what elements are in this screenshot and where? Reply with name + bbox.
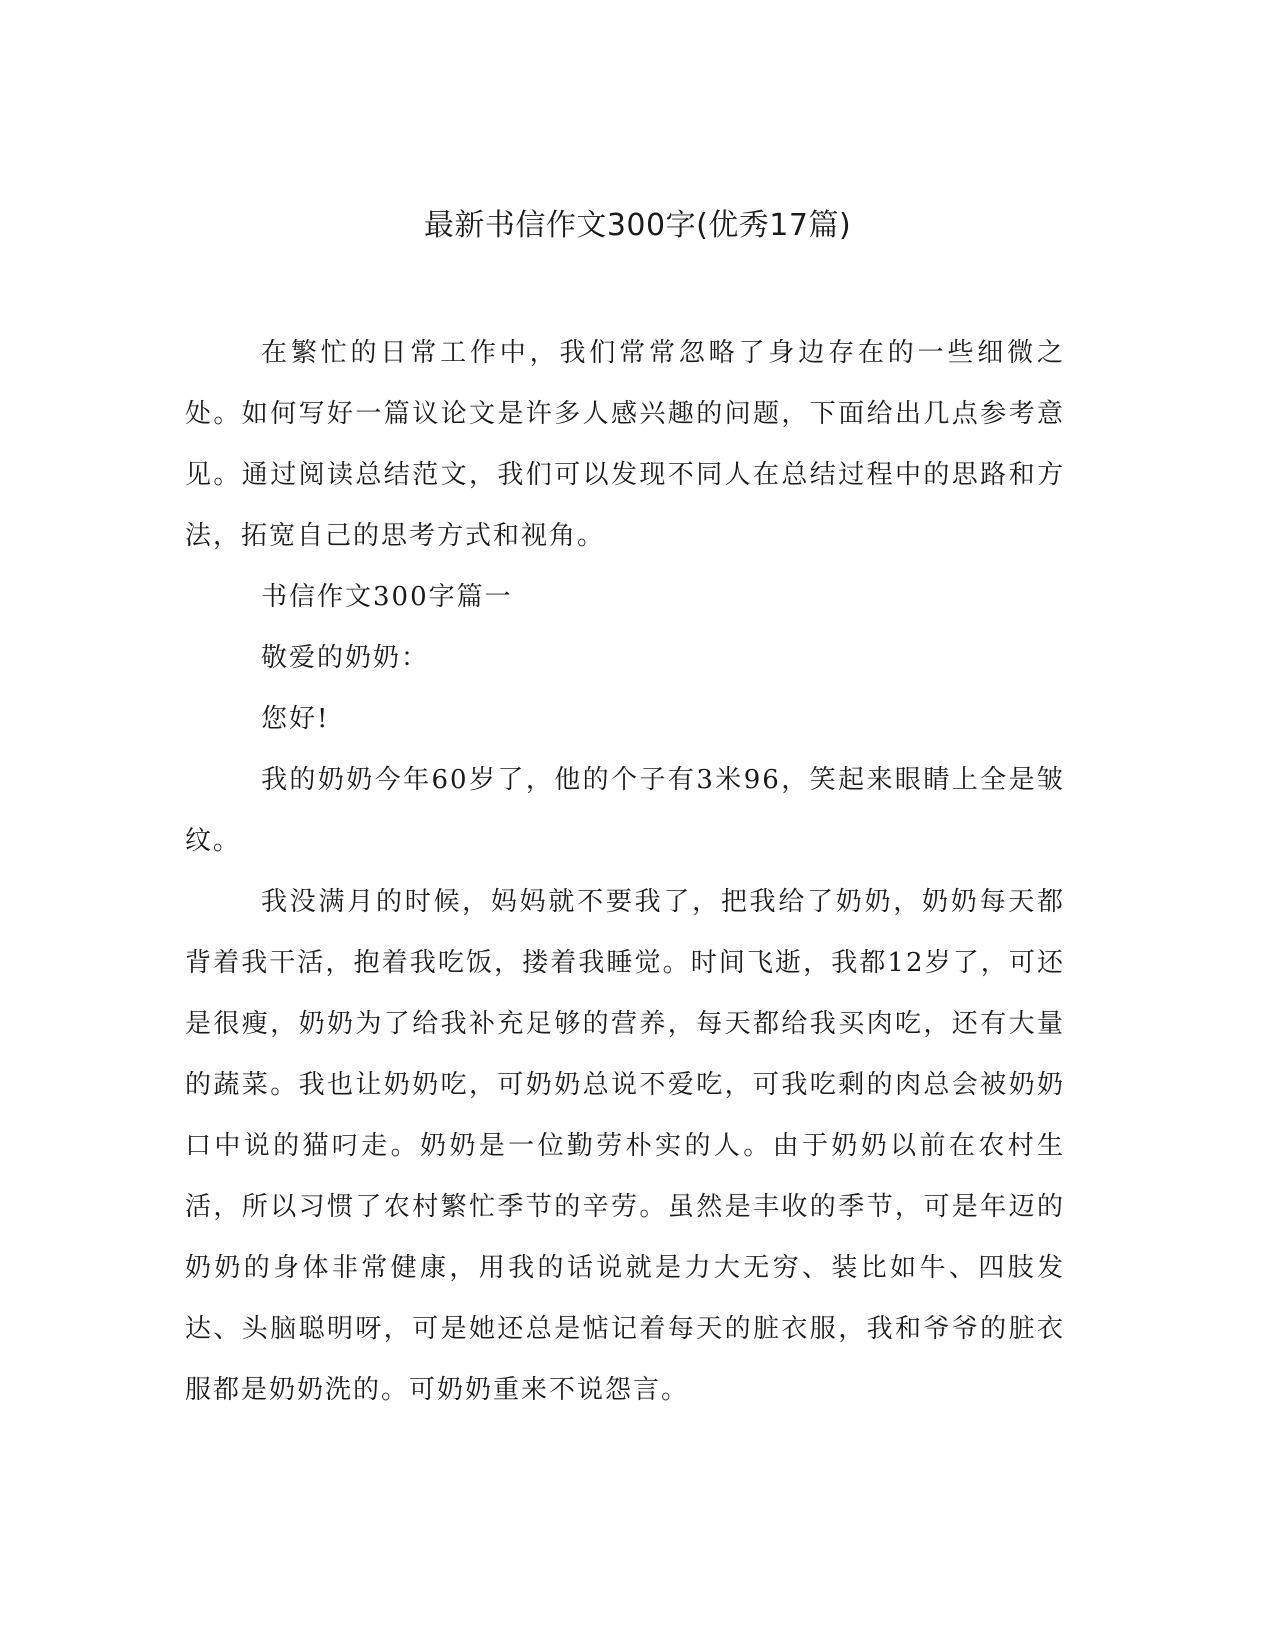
intro-paragraph: 在繁忙的日常工作中，我们常常忽略了身边存在的一些细微之处。如何写好一篇议论文是许多人感兴趣的问题，下面给出几点参考意见。通过阅读总结范文，我们可以发现不同人在总结过程中的思路和方法，拓宽自己的思考方式和视角。 — [185, 338, 1065, 551]
letter-greeting: 您好! — [261, 704, 330, 734]
document-body — [185, 323, 1065, 1421]
section-heading: 书信作文300字篇一 — [261, 582, 513, 612]
body-paragraph: 我没满月的时候，妈妈就不要我了，把我给了奶奶，奶奶每天都背着我干活，抱着我吃饭，搂着我睡觉。时间飞逝，我都12岁了，可还是很瘦，奶奶为了给我补充足够的营养，每天都给我买肉吃，还有大量的蔬菜。我也让奶奶吃，可奶奶总说不爱吃，可我吃剩的肉总会被奶奶口中说的猫叼走。奶奶是一位勤劳朴实的人。由于奶奶以前在农村生活，所以习惯了农村繁忙季节的辛劳。虽然是丰收的季节，可是年迈的奶奶的身体非常健康，用我的话说就是力大无穷、装比如牛、四肢发达、头脑聪明呀，可是她还总是惦记着每天的脏衣服，我和爷爷的脏衣服都是奶奶洗的。可奶奶重来不说怨言。 — [185, 887, 1065, 1405]
document-title: 最新书信作文300字(优秀17篇) — [423, 208, 852, 243]
letter-salutation: 敬爱的奶奶： — [261, 643, 430, 673]
body-paragraph: 我的奶奶今年60岁了，他的个子有3米96，笑起来眼睛上全是皱纹。 — [185, 765, 1065, 856]
